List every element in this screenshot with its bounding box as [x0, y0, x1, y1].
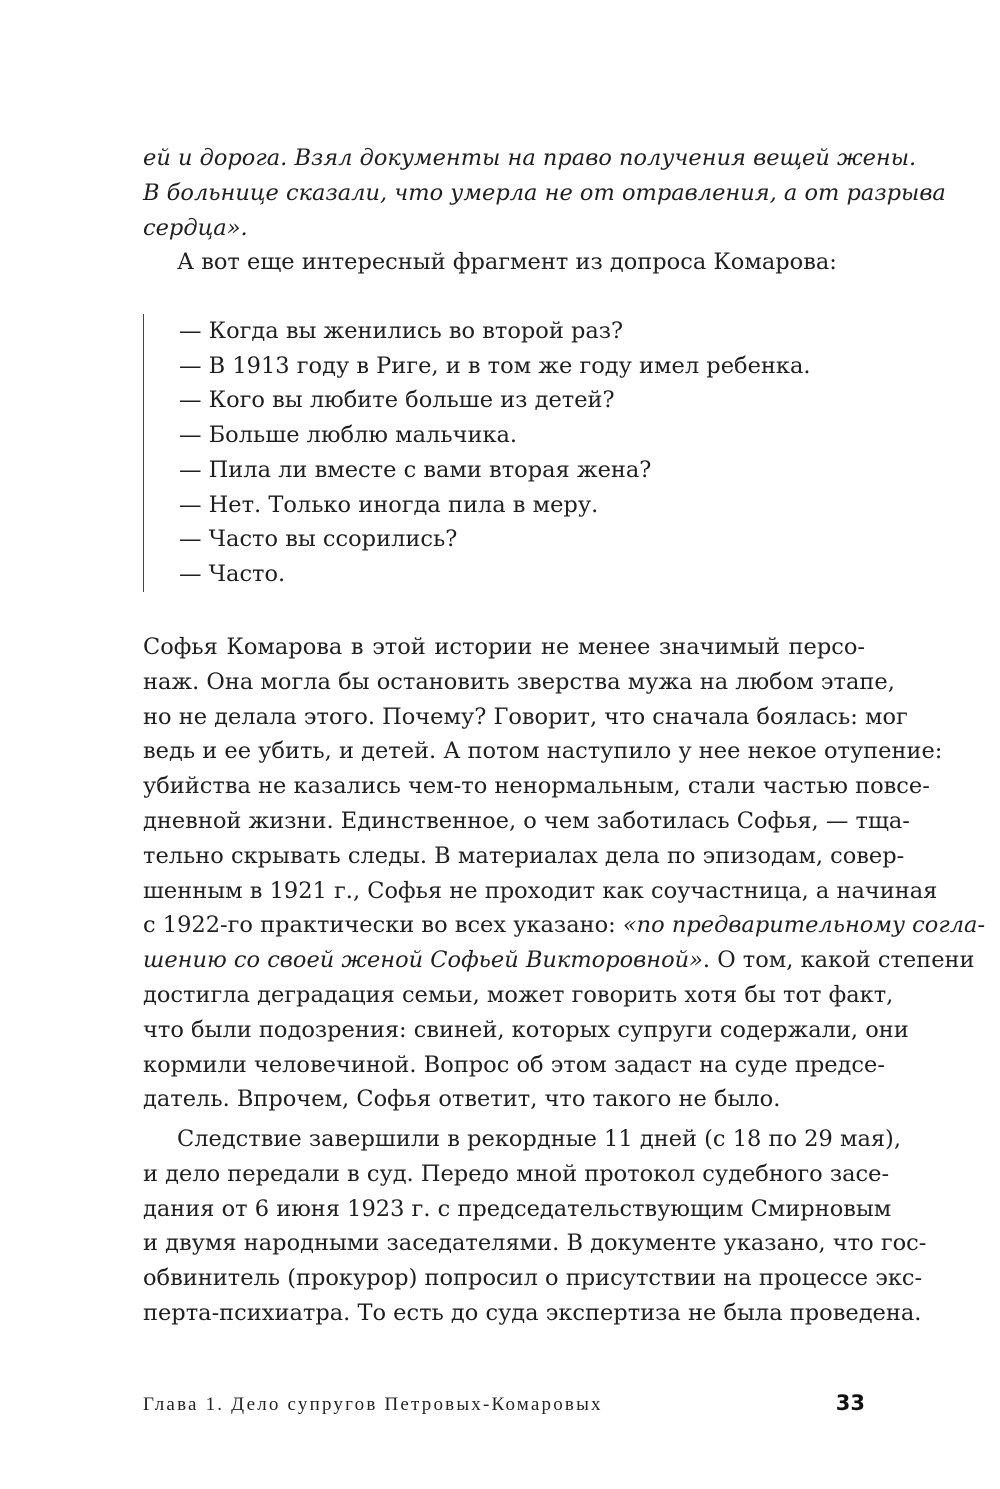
paragraph-line: дневной жизни. Единственное, о чем заботилась Софья, — тща-	[143, 807, 910, 834]
paragraph-line: наж. Она могла бы остановить зверства мужа на любом этапе,	[143, 668, 895, 695]
paragraph-line: ведь и ее убить, и детей. А потом наступило у нее некое отупение:	[143, 738, 943, 765]
dialogue-line: — Нет. Только иногда пила в меру.	[179, 491, 599, 518]
paragraph-line: шенным в 1921 г., Софья не проходит как соучастница, а начиная	[143, 877, 938, 904]
page-number: 33	[835, 1391, 865, 1415]
paragraph-line: дания от 6 июня 1923 г. с председательствующим Смирновым	[143, 1195, 892, 1222]
running-head: Глава 1. Дело супругов Петровых-Комаровых	[143, 1394, 603, 1415]
dialogue-line: — Когда вы женились во второй раз?	[179, 318, 624, 344]
paragraph-line: и дело передали в суд. Передо мной протокол судебного засе-	[143, 1160, 890, 1187]
document-quote: шению со своей женой Софьей Викторовной»	[143, 947, 703, 974]
interrogation-dialogue	[143, 314, 811, 592]
line-text: . О том, какой степени	[702, 947, 975, 974]
paragraph-line: что были подозрения: свиней, которых супруги содержали, они	[143, 1016, 909, 1043]
paragraph-line: перта-психиатра. То есть до суда экспертиза не была проведена.	[143, 1299, 922, 1326]
paragraph-line: тельно скрывать следы. В материалах дела по эпизодам, совер-	[143, 842, 905, 869]
paragraph-sofia	[143, 630, 986, 1117]
paragraph-line: Следствие завершили в рекордные 11 дней (с 18 по 29 мая),	[177, 1126, 901, 1152]
paragraph-line: и двумя народными заседателями. В документе указано, что гос-	[143, 1230, 927, 1257]
quote-line: В больнице сказали, что умерла не от отравления, а от разрыва	[143, 179, 946, 206]
paragraph-line: кормили человечиной. Вопрос об этом задаст на суде предсе-	[143, 1051, 885, 1078]
page-footer	[143, 1391, 865, 1416]
paragraph-line: обвинитель (прокурор) попросил о присутствии на процессе экс-	[143, 1265, 923, 1292]
dialogue-line: — Пила ли вместе с вами вторая жена?	[179, 456, 652, 483]
paragraph-line: Софья Комарова в этой истории не менее значимый персо-	[143, 634, 865, 660]
paragraph-line: но не делала этого. Почему? Говорит, что сначала боялась: мог	[143, 703, 908, 730]
interrogation-intro	[143, 245, 865, 280]
intro-line: А вот еще интересный фрагмент из допроса Комарова:	[177, 249, 837, 275]
dialogue-line: — Больше люблю мальчика.	[179, 422, 518, 449]
line-text: с 1922-го практически во всех указано:	[143, 912, 623, 939]
paragraph-line	[143, 908, 986, 943]
dialogue-line: — Часто вы ссорились?	[179, 526, 458, 553]
paragraph-line: убийства не казались чем-то ненормальным, стали частью повсе-	[143, 773, 930, 800]
dialogue-line: — В 1913 году в Риге, и в том же году имел ребенка.	[179, 352, 811, 379]
dialogue-line: — Кого вы любите больше из детей?	[179, 387, 615, 414]
quote-line: сердца».	[143, 214, 248, 241]
quote-line: ей и дорога. Взял документы на право получения вещей жены.	[143, 145, 917, 171]
document-quote: «по предварительному согла-	[622, 912, 986, 939]
dialogue-line: — Часто.	[179, 560, 286, 587]
paragraph-line	[143, 943, 975, 978]
quote-continuation	[143, 141, 946, 245]
paragraph-investigation	[143, 1122, 927, 1331]
paragraph-line: достигла деградация семьи, может говорить хотя бы тот факт,	[143, 981, 894, 1008]
paragraph-line: датель. Впрочем, Софья ответит, что такого не было.	[143, 1086, 781, 1113]
